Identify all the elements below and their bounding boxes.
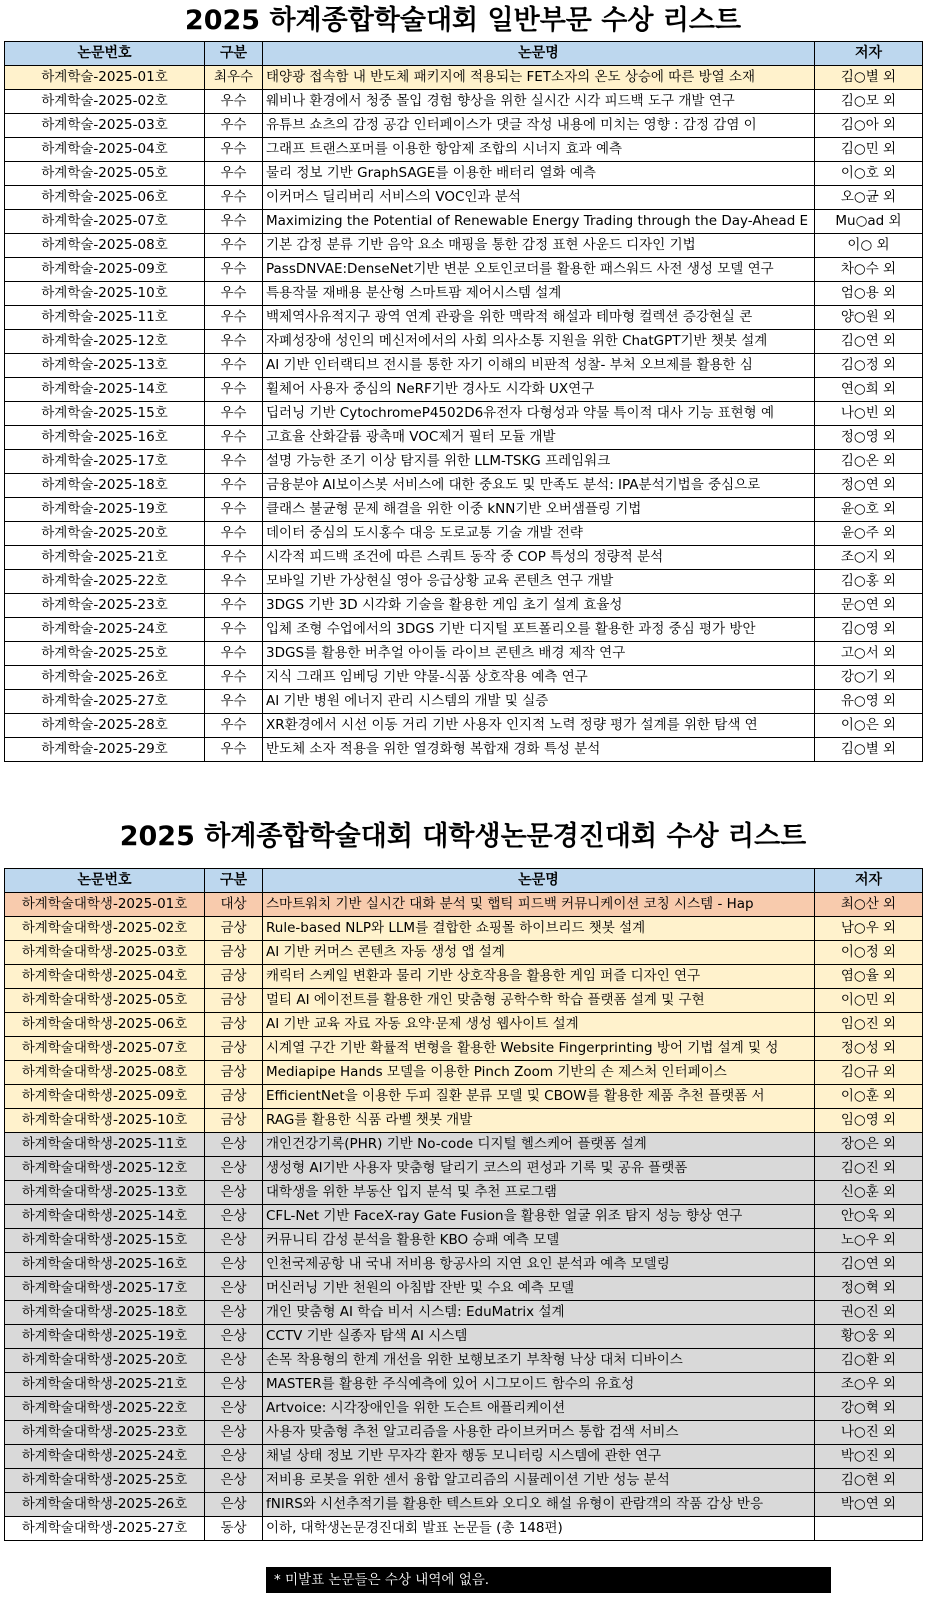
author-cell: 윤○주 외 <box>815 522 923 546</box>
paper-number-cell: 하계학술대학생-2025-09호 <box>5 1085 205 1109</box>
award-category-cell: 은상 <box>205 1373 263 1397</box>
header-paper-number: 논문번호 <box>5 42 205 66</box>
paper-number-cell: 하계학술-2025-05호 <box>5 162 205 186</box>
table-row <box>5 1205 923 1229</box>
paper-title-cell: fNIRS와 시선추적기를 활용한 텍스트와 오디오 해설 유형이 관람객의 작품 감상 반응 <box>263 1493 815 1517</box>
paper-title-cell: 이하, 대학생논문경진대회 발표 논문들 (총 148편) <box>263 1517 815 1541</box>
award-category-cell: 금상 <box>205 989 263 1013</box>
paper-title-cell: 고효율 산화갈륨 광촉매 VOC제거 필터 모듈 개발 <box>263 426 815 450</box>
author-cell: 윤○호 외 <box>815 498 923 522</box>
paper-number-cell: 하계학술-2025-06호 <box>5 186 205 210</box>
table-row <box>5 210 923 234</box>
award-category-cell: 대상 <box>205 893 263 917</box>
section1-title: 2025 하계종합학술대회 일반부문 수상 리스트 <box>184 5 742 36</box>
paper-number-cell: 하계학술-2025-29호 <box>5 738 205 762</box>
author-cell: 염○율 외 <box>815 965 923 989</box>
paper-number-cell: 하계학술-2025-26호 <box>5 666 205 690</box>
paper-number-cell: 하계학술-2025-10호 <box>5 282 205 306</box>
paper-number-cell: 하계학술-2025-07호 <box>5 210 205 234</box>
header-paper-number: 논문번호 <box>5 869 205 893</box>
paper-number-cell: 하계학술-2025-24호 <box>5 618 205 642</box>
award-category-cell: 은상 <box>205 1445 263 1469</box>
award-category-cell: 우수 <box>205 282 263 306</box>
paper-title-cell: AI 기반 병원 에너지 관리 시스템의 개발 및 실증 <box>263 690 815 714</box>
table-row <box>5 138 923 162</box>
paper-number-cell: 하계학술대학생-2025-10호 <box>5 1109 205 1133</box>
paper-number-cell: 하계학술-2025-01호 <box>5 66 205 90</box>
award-category-cell: 최우수 <box>205 66 263 90</box>
table-row <box>5 186 923 210</box>
paper-title-cell: 저비용 로봇을 위한 센서 융합 알고리즘의 시뮬레이션 기반 성능 분석 <box>263 1469 815 1493</box>
paper-number-cell: 하계학술대학생-2025-21호 <box>5 1373 205 1397</box>
award-category-cell: 금상 <box>205 1061 263 1085</box>
table-row <box>5 1445 923 1469</box>
paper-title-cell: 손목 착용형의 한계 개선을 위한 보행보조기 부착형 낙상 대처 디바이스 <box>263 1349 815 1373</box>
author-cell: 김○환 외 <box>815 1349 923 1373</box>
paper-title-cell: 유튜브 쇼츠의 감정 공감 인터페이스가 댓글 작성 내용에 미치는 영향 : 감정 감염 이 <box>263 114 815 138</box>
paper-number-cell: 하계학술-2025-11호 <box>5 306 205 330</box>
paper-title-cell: 기본 감정 분류 기반 음악 요소 매핑을 통한 감정 표현 사운드 디자인 기법 <box>263 234 815 258</box>
table-row <box>5 66 923 90</box>
table-row <box>5 426 923 450</box>
author-cell: 정○영 외 <box>815 426 923 450</box>
award-category-cell: 우수 <box>205 498 263 522</box>
table-row <box>5 1061 923 1085</box>
paper-title-cell: 물리 정보 기반 GraphSAGE를 이용한 배터리 열화 예측 <box>263 162 815 186</box>
paper-title-cell: 그래프 트랜스포머를 이용한 항암제 조합의 시너지 효과 예측 <box>263 138 815 162</box>
award-category-cell: 우수 <box>205 186 263 210</box>
paper-number-cell: 하계학술대학생-2025-23호 <box>5 1421 205 1445</box>
award-category-cell: 우수 <box>205 666 263 690</box>
table-row <box>5 114 923 138</box>
table-row <box>5 234 923 258</box>
paper-title-cell: 3DGS 기반 3D 시각화 기술을 활용한 게임 초기 설계 효율성 <box>263 594 815 618</box>
award-category-cell: 은상 <box>205 1397 263 1421</box>
award-category-cell: 은상 <box>205 1469 263 1493</box>
award-category-cell: 은상 <box>205 1253 263 1277</box>
author-cell: 남○우 외 <box>815 917 923 941</box>
paper-number-cell: 하계학술대학생-2025-11호 <box>5 1133 205 1157</box>
paper-title-cell: AI 기반 커머스 콘텐츠 자동 생성 앱 설계 <box>263 941 815 965</box>
author-cell: 김○홍 외 <box>815 570 923 594</box>
table-row <box>5 1517 923 1541</box>
author-cell: 이○훈 외 <box>815 1085 923 1109</box>
award-category-cell: 우수 <box>205 138 263 162</box>
table-row <box>5 354 923 378</box>
award-category-cell: 우수 <box>205 114 263 138</box>
paper-number-cell: 하계학술대학생-2025-15호 <box>5 1229 205 1253</box>
table-row <box>5 690 923 714</box>
table-row <box>5 1493 923 1517</box>
general-award-table <box>4 41 923 762</box>
author-cell: 황○웅 외 <box>815 1325 923 1349</box>
award-category-cell: 은상 <box>205 1493 263 1517</box>
paper-number-cell: 하계학술-2025-09호 <box>5 258 205 282</box>
author-cell: 나○진 외 <box>815 1421 923 1445</box>
paper-number-cell: 하계학술대학생-2025-06호 <box>5 1013 205 1037</box>
paper-number-cell: 하계학술-2025-17호 <box>5 450 205 474</box>
author-cell: 김○규 외 <box>815 1061 923 1085</box>
table-row <box>5 642 923 666</box>
paper-title-cell: 백제역사유적지구 광역 연계 관광을 위한 맥락적 해설과 테마형 컬렉션 증강현실 콘 <box>263 306 815 330</box>
award-category-cell: 우수 <box>205 162 263 186</box>
author-cell: 고○서 외 <box>815 642 923 666</box>
paper-number-cell: 하계학술대학생-2025-04호 <box>5 965 205 989</box>
paper-number-cell: 하계학술-2025-15호 <box>5 402 205 426</box>
table-row <box>5 474 923 498</box>
award-category-cell: 우수 <box>205 594 263 618</box>
author-cell: 김○연 외 <box>815 330 923 354</box>
paper-number-cell: 하계학술-2025-21호 <box>5 546 205 570</box>
paper-number-cell: 하계학술-2025-16호 <box>5 426 205 450</box>
paper-title-cell: 태양광 접속함 내 반도체 패키지에 적용되는 FET소자의 온도 상승에 따른 방열 소재 <box>263 66 815 90</box>
author-cell: 엄○용 외 <box>815 282 923 306</box>
paper-number-cell: 하계학술대학생-2025-03호 <box>5 941 205 965</box>
table-row <box>5 90 923 114</box>
table-row <box>5 1013 923 1037</box>
table-row <box>5 258 923 282</box>
award-category-cell: 우수 <box>205 522 263 546</box>
award-category-cell: 금상 <box>205 1085 263 1109</box>
award-category-cell: 금상 <box>205 1013 263 1037</box>
paper-number-cell: 하계학술대학생-2025-17호 <box>5 1277 205 1301</box>
author-cell: 임○진 외 <box>815 1013 923 1037</box>
paper-number-cell: 하계학술대학생-2025-19호 <box>5 1325 205 1349</box>
table-row <box>5 546 923 570</box>
author-cell: 연○희 외 <box>815 378 923 402</box>
author-cell: 신○훈 외 <box>815 1181 923 1205</box>
table-row <box>5 378 923 402</box>
author-cell: Mu○ad 외 <box>815 210 923 234</box>
award-category-cell: 우수 <box>205 450 263 474</box>
author-cell: 김○연 외 <box>815 1253 923 1277</box>
paper-number-cell: 하계학술-2025-28호 <box>5 714 205 738</box>
table-row <box>5 594 923 618</box>
paper-number-cell: 하계학술대학생-2025-12호 <box>5 1157 205 1181</box>
award-category-cell: 우수 <box>205 618 263 642</box>
award-category-cell: 동상 <box>205 1517 263 1541</box>
author-cell: 양○원 외 <box>815 306 923 330</box>
paper-title-cell: 휠체어 사용자 중심의 NeRF기반 경사도 시각화 UX연구 <box>263 378 815 402</box>
table-row <box>5 522 923 546</box>
author-cell: 강○기 외 <box>815 666 923 690</box>
table-row <box>5 618 923 642</box>
award-category-cell: 우수 <box>205 474 263 498</box>
award-category-cell: 우수 <box>205 90 263 114</box>
paper-number-cell: 하계학술대학생-2025-05호 <box>5 989 205 1013</box>
award-category-cell: 우수 <box>205 546 263 570</box>
award-category-cell: 우수 <box>205 690 263 714</box>
paper-title-cell: 시계열 구간 기반 확률적 변형을 활용한 Website Fingerprinting 방어 기법 설계 및 성 <box>263 1037 815 1061</box>
award-category-cell: 은상 <box>205 1349 263 1373</box>
paper-title-cell: 금융분야 AI보이스봇 서비스에 대한 중요도 및 만족도 분석: IPA분석기법을 중심으로 <box>263 474 815 498</box>
table-row <box>5 1277 923 1301</box>
table-row <box>5 893 923 917</box>
award-category-cell: 은상 <box>205 1277 263 1301</box>
paper-number-cell: 하계학술-2025-20호 <box>5 522 205 546</box>
paper-number-cell: 하계학술-2025-03호 <box>5 114 205 138</box>
author-cell: 장○은 외 <box>815 1133 923 1157</box>
paper-title-cell: 머신러닝 기반 천원의 아침밥 잔반 및 수요 예측 모델 <box>263 1277 815 1301</box>
paper-title-cell: 커뮤니티 감성 분석을 활용한 KBO 승패 예측 모델 <box>263 1229 815 1253</box>
table-header-row <box>5 869 923 893</box>
header-author: 저자 <box>815 42 923 66</box>
paper-title-cell: AI 기반 교육 자료 자동 요약·문제 생성 웹사이트 설계 <box>263 1013 815 1037</box>
table-row <box>5 1421 923 1445</box>
paper-title-cell: 특용작물 재배용 분산형 스마트팜 제어시스템 설계 <box>263 282 815 306</box>
paper-title-cell: 생성형 AI기반 사용자 맞춤형 달리기 코스의 편성과 기록 및 공유 플랫폼 <box>263 1157 815 1181</box>
award-category-cell: 은상 <box>205 1325 263 1349</box>
table-row <box>5 917 923 941</box>
table-row <box>5 1181 923 1205</box>
table-row <box>5 1133 923 1157</box>
award-category-cell: 우수 <box>205 402 263 426</box>
author-cell: 김○현 외 <box>815 1469 923 1493</box>
table-row <box>5 941 923 965</box>
award-category-cell: 우수 <box>205 714 263 738</box>
award-category-cell: 우수 <box>205 258 263 282</box>
author-cell: 나○빈 외 <box>815 402 923 426</box>
award-category-cell: 우수 <box>205 234 263 258</box>
paper-number-cell: 하계학술대학생-2025-07호 <box>5 1037 205 1061</box>
paper-number-cell: 하계학술-2025-18호 <box>5 474 205 498</box>
paper-title-cell: 자폐성장애 성인의 메신저에서의 사회 의사소통 지원을 위한 ChatGPT기반 챗봇 설계 <box>263 330 815 354</box>
author-cell: 안○욱 외 <box>815 1205 923 1229</box>
section2-title: 2025 하계종합학술대회 대학생논문경진대회 수상 리스트 <box>119 821 807 852</box>
award-category-cell: 우수 <box>205 738 263 762</box>
award-category-cell: 우수 <box>205 570 263 594</box>
paper-title-cell: CFL-Net 기반 FaceX-ray Gate Fusion을 활용한 얼굴 위조 탐지 성능 향상 연구 <box>263 1205 815 1229</box>
paper-number-cell: 하계학술대학생-2025-22호 <box>5 1397 205 1421</box>
paper-title-cell: RAG를 활용한 식품 라벨 챗봇 개발 <box>263 1109 815 1133</box>
paper-number-cell: 하계학술대학생-2025-01호 <box>5 893 205 917</box>
paper-title-cell: PassDNVAE:DenseNet기반 변분 오토인코더를 활용한 패스워드 사전 생성 모델 연구 <box>263 258 815 282</box>
table-row <box>5 1157 923 1181</box>
table-row <box>5 1085 923 1109</box>
award-category-cell: 우수 <box>205 330 263 354</box>
paper-title-cell: 웨비나 환경에서 청중 몰입 경험 향상을 위한 실시간 시각 피드백 도구 개발 연구 <box>263 90 815 114</box>
paper-title-cell: EfficientNet을 이용한 두피 질환 분류 모델 및 CBOW를 활용한 제품 추천 플랫폼 서 <box>263 1085 815 1109</box>
award-category-cell: 은상 <box>205 1301 263 1325</box>
paper-title-cell: Artvoice: 시각장애인을 위한 도슨트 애플리케이션 <box>263 1397 815 1421</box>
author-cell: 강○혁 외 <box>815 1397 923 1421</box>
paper-title-cell: 캐릭터 스케일 변환과 물리 기반 상호작용을 활용한 게임 퍼즐 디자인 연구 <box>263 965 815 989</box>
award-category-cell: 금상 <box>205 941 263 965</box>
paper-title-cell: 클래스 불균형 문제 해결을 위한 이중 kNN기반 오버샘플링 기법 <box>263 498 815 522</box>
paper-number-cell: 하계학술대학생-2025-20호 <box>5 1349 205 1373</box>
author-cell: 이○ 외 <box>815 234 923 258</box>
author-cell <box>815 1517 923 1541</box>
paper-title-cell: Maximizing the Potential of Renewable Energy Trading through the Day-Ahead E <box>263 210 815 234</box>
paper-title-cell: 모바일 기반 가상현실 영아 응급상황 교육 콘텐츠 연구 개발 <box>263 570 815 594</box>
award-category-cell: 우수 <box>205 306 263 330</box>
paper-number-cell: 하계학술-2025-23호 <box>5 594 205 618</box>
author-cell: 문○연 외 <box>815 594 923 618</box>
paper-title-cell: 반도체 소자 적용을 위한 열경화형 복합재 경화 특성 분석 <box>263 738 815 762</box>
author-cell: 유○영 외 <box>815 690 923 714</box>
student-award-table <box>4 868 923 1541</box>
paper-title-cell: 지식 그래프 임베딩 기반 약물-식품 상호작용 예측 연구 <box>263 666 815 690</box>
author-cell: 정○성 외 <box>815 1037 923 1061</box>
paper-title-cell: 사용자 맞춤형 추천 알고리즘을 사용한 라이브커머스 통합 검색 서비스 <box>263 1421 815 1445</box>
author-cell: 노○우 외 <box>815 1229 923 1253</box>
paper-title-cell: 딥러닝 기반 CytochromeP4502D6유전자 다형성과 약물 특이적 대사 기능 표현형 예 <box>263 402 815 426</box>
unpresented-note: * 미발표 논문들은 수상 내역에 없음. <box>266 1567 831 1593</box>
paper-number-cell: 하계학술-2025-13호 <box>5 354 205 378</box>
author-cell: 조○우 외 <box>815 1373 923 1397</box>
paper-number-cell: 하계학술대학생-2025-02호 <box>5 917 205 941</box>
table-row <box>5 450 923 474</box>
paper-number-cell: 하계학술대학생-2025-14호 <box>5 1205 205 1229</box>
paper-number-cell: 하계학술-2025-22호 <box>5 570 205 594</box>
paper-number-cell: 하계학술-2025-02호 <box>5 90 205 114</box>
paper-number-cell: 하계학술대학생-2025-13호 <box>5 1181 205 1205</box>
author-cell: 조○지 외 <box>815 546 923 570</box>
table-row <box>5 1037 923 1061</box>
paper-title-cell: Mediapipe Hands 모델을 이용한 Pinch Zoom 기반의 손 제스처 인터페이스 <box>263 1061 815 1085</box>
award-category-cell: 금상 <box>205 917 263 941</box>
table-row <box>5 989 923 1013</box>
award-category-cell: 은상 <box>205 1421 263 1445</box>
award-category-cell: 금상 <box>205 965 263 989</box>
table-row <box>5 1373 923 1397</box>
header-category: 구분 <box>205 869 263 893</box>
table-row <box>5 282 923 306</box>
paper-title-cell: 3DGS를 활용한 버추얼 아이돌 라이브 콘텐츠 배경 제작 연구 <box>263 642 815 666</box>
table-row <box>5 1109 923 1133</box>
author-cell: 김○모 외 <box>815 90 923 114</box>
paper-title-cell: 스마트워치 기반 실시간 대화 분석 및 햅틱 피드백 커뮤니케이션 코칭 시스템 - Hap <box>263 893 815 917</box>
paper-title-cell: Rule-based NLP와 LLM를 결합한 쇼핑몰 하이브리드 챗봇 설계 <box>263 917 815 941</box>
paper-number-cell: 하계학술대학생-2025-25호 <box>5 1469 205 1493</box>
table-row <box>5 1325 923 1349</box>
author-cell: 김○진 외 <box>815 1157 923 1181</box>
table-row <box>5 402 923 426</box>
header-paper-title: 논문명 <box>263 869 815 893</box>
table-row <box>5 666 923 690</box>
author-cell: 이○민 외 <box>815 989 923 1013</box>
paper-number-cell: 하계학술-2025-19호 <box>5 498 205 522</box>
award-category-cell: 우수 <box>205 426 263 450</box>
table-row <box>5 1469 923 1493</box>
author-cell: 박○연 외 <box>815 1493 923 1517</box>
table-row <box>5 498 923 522</box>
table-row <box>5 738 923 762</box>
paper-title-cell: 이커머스 딜리버리 서비스의 VOC인과 분석 <box>263 186 815 210</box>
paper-number-cell: 하계학술대학생-2025-27호 <box>5 1517 205 1541</box>
author-cell: 임○영 외 <box>815 1109 923 1133</box>
paper-title-cell: 채널 상태 정보 기반 무자각 환자 행동 모니터링 시스템에 관한 연구 <box>263 1445 815 1469</box>
table-row <box>5 570 923 594</box>
paper-title-cell: 개인 맞춤형 AI 학습 비서 시스템: EduMatrix 설계 <box>263 1301 815 1325</box>
author-cell: 이○은 외 <box>815 714 923 738</box>
paper-title-cell: CCTV 기반 실종자 탐색 AI 시스템 <box>263 1325 815 1349</box>
table-row <box>5 1397 923 1421</box>
header-author: 저자 <box>815 869 923 893</box>
paper-title-cell: 인천국제공항 내 국내 저비용 항공사의 지연 요인 분석과 예측 모델링 <box>263 1253 815 1277</box>
paper-number-cell: 하계학술-2025-12호 <box>5 330 205 354</box>
award-category-cell: 은상 <box>205 1133 263 1157</box>
author-cell: 이○정 외 <box>815 941 923 965</box>
paper-number-cell: 하계학술-2025-08호 <box>5 234 205 258</box>
paper-number-cell: 하계학술-2025-25호 <box>5 642 205 666</box>
table-row <box>5 330 923 354</box>
paper-number-cell: 하계학술-2025-04호 <box>5 138 205 162</box>
award-category-cell: 은상 <box>205 1157 263 1181</box>
paper-title-cell: AI 기반 인터랙티브 전시를 통한 자기 이해의 비판적 성찰- 부처 오브제를 활용한 심 <box>263 354 815 378</box>
table-row <box>5 965 923 989</box>
paper-number-cell: 하계학술-2025-14호 <box>5 378 205 402</box>
table-row <box>5 306 923 330</box>
table-row <box>5 1253 923 1277</box>
table-header-row <box>5 42 923 66</box>
paper-number-cell: 하계학술-2025-27호 <box>5 690 205 714</box>
author-cell: 최○산 외 <box>815 893 923 917</box>
author-cell: 김○정 외 <box>815 354 923 378</box>
paper-title-cell: 입체 조형 수업에서의 3DGS 기반 디지털 포트폴리오를 활용한 과정 중심 평가 방안 <box>263 618 815 642</box>
paper-number-cell: 하계학술대학생-2025-16호 <box>5 1253 205 1277</box>
table-row <box>5 714 923 738</box>
award-category-cell: 금상 <box>205 1109 263 1133</box>
award-category-cell: 은상 <box>205 1229 263 1253</box>
paper-title-cell: 시각적 피드백 조건에 따른 스쿼트 동작 중 COP 특성의 정량적 분석 <box>263 546 815 570</box>
paper-title-cell: 설명 가능한 조기 이상 탐지를 위한 LLM-TSKG 프레임워크 <box>263 450 815 474</box>
award-category-cell: 금상 <box>205 1037 263 1061</box>
award-category-cell: 은상 <box>205 1181 263 1205</box>
award-category-cell: 우수 <box>205 354 263 378</box>
author-cell: 이○호 외 <box>815 162 923 186</box>
author-cell: 차○수 외 <box>815 258 923 282</box>
paper-number-cell: 하계학술대학생-2025-24호 <box>5 1445 205 1469</box>
author-cell: 권○진 외 <box>815 1301 923 1325</box>
table-row <box>5 1301 923 1325</box>
author-cell: 김○별 외 <box>815 738 923 762</box>
paper-title-cell: 멀티 AI 에이전트를 활용한 개인 맞춤형 공학수학 학습 플랫폼 설계 및 구현 <box>263 989 815 1013</box>
paper-number-cell: 하계학술대학생-2025-26호 <box>5 1493 205 1517</box>
author-cell: 정○혁 외 <box>815 1277 923 1301</box>
author-cell: 김○영 외 <box>815 618 923 642</box>
author-cell: 김○별 외 <box>815 66 923 90</box>
paper-title-cell: 대학생을 위한 부동산 입지 분석 및 추천 프로그램 <box>263 1181 815 1205</box>
header-category: 구분 <box>205 42 263 66</box>
author-cell: 김○온 외 <box>815 450 923 474</box>
award-category-cell: 우수 <box>205 378 263 402</box>
author-cell: 김○아 외 <box>815 114 923 138</box>
header-paper-title: 논문명 <box>263 42 815 66</box>
paper-number-cell: 하계학술대학생-2025-18호 <box>5 1301 205 1325</box>
author-cell: 박○진 외 <box>815 1445 923 1469</box>
table-row <box>5 162 923 186</box>
author-cell: 오○균 외 <box>815 186 923 210</box>
author-cell: 김○민 외 <box>815 138 923 162</box>
table-row <box>5 1229 923 1253</box>
paper-title-cell: XR환경에서 시선 이동 거리 기반 사용자 인지적 노력 정량 평가 설계를 위한 탐색 연 <box>263 714 815 738</box>
award-category-cell: 우수 <box>205 642 263 666</box>
table-row <box>5 1349 923 1373</box>
author-cell: 정○연 외 <box>815 474 923 498</box>
paper-title-cell: 개인건강기록(PHR) 기반 No-code 디지털 헬스케어 플랫폼 설계 <box>263 1133 815 1157</box>
award-category-cell: 우수 <box>205 210 263 234</box>
paper-number-cell: 하계학술대학생-2025-08호 <box>5 1061 205 1085</box>
award-category-cell: 은상 <box>205 1205 263 1229</box>
paper-title-cell: MASTER를 활용한 주식예측에 있어 시그모이드 함수의 유효성 <box>263 1373 815 1397</box>
paper-title-cell: 데이터 중심의 도시홍수 대응 도로교통 기술 개발 전략 <box>263 522 815 546</box>
